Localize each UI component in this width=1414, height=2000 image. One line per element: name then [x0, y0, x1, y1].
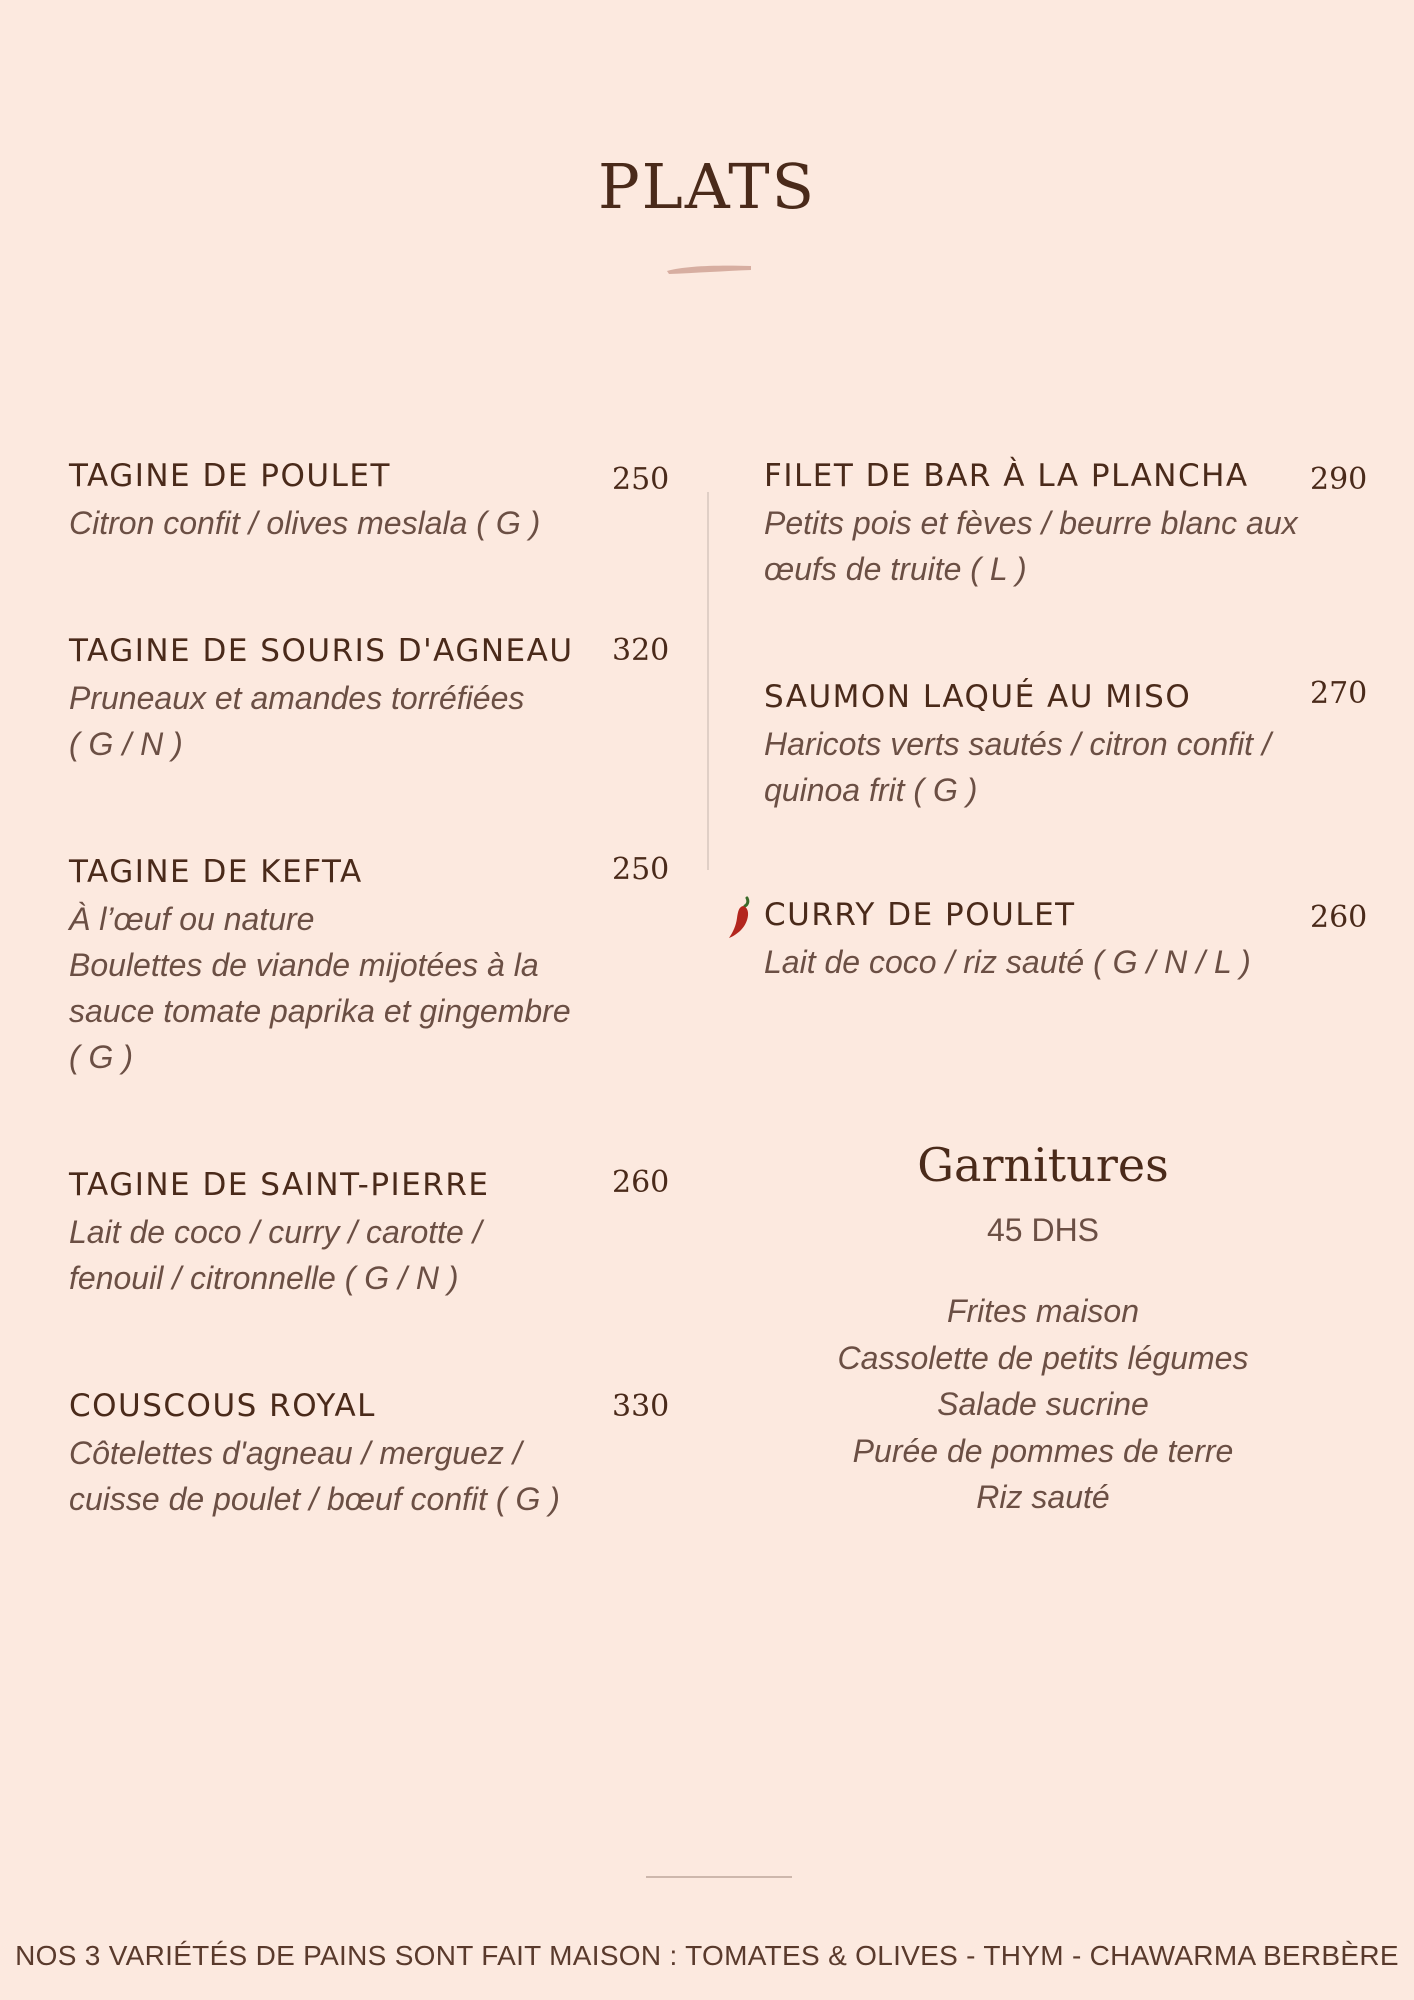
menu-item-price: 250 [612, 462, 670, 497]
menu-item-tagine-souris-agneau [69, 633, 629, 767]
menu-item-tagine-kefta [69, 854, 609, 1080]
menu-item-description: Petits pois et fèves / beurre blanc aux œufs de truite ( L ) [764, 505, 1298, 587]
list-item: Salade sucrine [937, 1386, 1149, 1422]
menu-item-name: CURRY DE POULET [764, 897, 1076, 933]
column-divider [707, 492, 709, 870]
menu-item-curry-poulet [764, 897, 1304, 985]
footer-divider [646, 1876, 792, 1878]
menu-item-tagine-saint-pierre [69, 1167, 609, 1301]
list-item: Frites maison [946, 1293, 1140, 1329]
page-title: PLATS [597, 150, 817, 223]
garnitures-price: 45 DHS [986, 1212, 1100, 1248]
menu-item-couscous-royal [69, 1388, 629, 1522]
menu-item-price: 330 [612, 1389, 670, 1424]
menu-item-filet-de-bar [764, 458, 1304, 592]
chili-pepper-icon [727, 896, 755, 940]
menu-item-tagine-poulet [69, 458, 589, 546]
menu-item-saumon-laque [764, 679, 1304, 813]
menu-item-description: Pruneaux et amandes torréfiées ( G / N ) [69, 680, 525, 762]
list-item: Purée de pommes de terre [852, 1432, 1234, 1469]
garnitures-title: Garnitures [917, 1138, 1169, 1192]
menu-item-name: TAGINE DE KEFTA [69, 854, 363, 890]
menu-item-price: 270 [1310, 676, 1368, 711]
menu-item-description: Lait de coco / curry / carotte / fenouil / citronnelle ( G / N ) [69, 1214, 482, 1296]
menu-item-name: TAGINE DE SOURIS D'AGNEAU [69, 633, 574, 669]
menu-item-description: À l’œuf ou nature Boulettes de viande mijotées à la sauce tomate paprika et gingembre ( G ) [69, 901, 571, 1075]
menu-item-price: 250 [612, 852, 670, 887]
list-item: Cassolette de petits légumes [837, 1339, 1249, 1376]
menu-item-price: 260 [612, 1165, 670, 1200]
menu-item-name: TAGINE DE SAINT-PIERRE [69, 1167, 490, 1203]
menu-item-name: FILET DE BAR À LA PLANCHA [764, 458, 1249, 494]
menu-item-name: COUSCOUS ROYAL [69, 1388, 376, 1424]
menu-item-name: SAUMON LAQUÉ AU MISO [764, 679, 1192, 715]
menu-item-price: 260 [1310, 900, 1368, 935]
menu-item-description: Lait de coco / riz sauté ( G / N / L ) [764, 944, 1251, 980]
menu-item-name: TAGINE DE POULET [69, 458, 391, 494]
menu-item-price: 320 [612, 633, 670, 668]
garnitures-list [800, 1288, 1286, 1521]
list-item: Riz sauté [976, 1479, 1110, 1515]
footer-note: NOS 3 VARIÉTÉS DE PAINS SONT FAIT MAISON : TOMATES & OLIVES - THYM - CHAWARMA BERBÈRE [15, 1940, 1399, 1971]
brush-stroke-divider [665, 262, 753, 276]
menu-item-price: 290 [1310, 462, 1368, 497]
menu-item-description: Citron confit / olives meslala ( G ) [69, 505, 541, 541]
menu-item-description: Côtelettes d'agneau / merguez / cuisse de poulet / bœuf confit ( G ) [69, 1435, 560, 1517]
menu-item-description: Haricots verts sautés / citron confit / quinoa frit ( G ) [764, 726, 1271, 808]
